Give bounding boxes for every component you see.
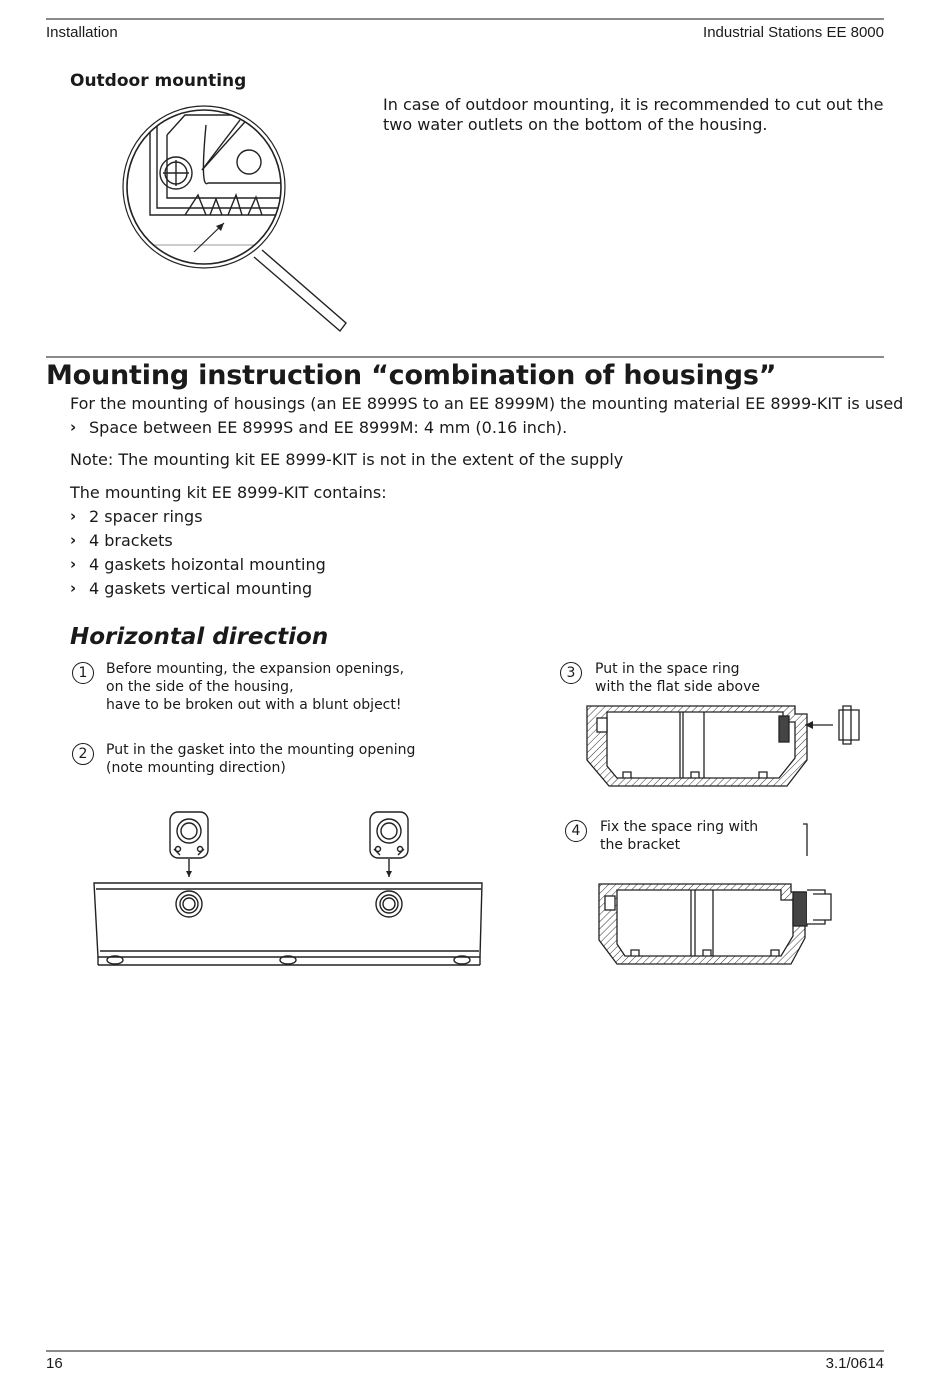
step-line: have to be broken out with a blunt object!	[106, 697, 402, 713]
outdoor-mounting-text	[383, 95, 903, 135]
list-item	[70, 579, 326, 603]
outdoor-mounting-heading: Outdoor mounting	[70, 71, 247, 91]
space-ring-illustration	[583, 700, 873, 795]
kit-item-text: 4 gaskets hoizontal mounting	[89, 555, 326, 574]
step-line: on the side of the housing,	[106, 679, 294, 695]
combination-intro: For the mounting of housings (an EE 8999S to an EE 8999M) the mounting material EE 8999-KIT is used	[70, 394, 904, 413]
kit-item-text: 4 brackets	[89, 531, 173, 550]
header-section-label: Installation	[46, 24, 118, 41]
step-line: Put in the space ring	[595, 661, 740, 677]
step-line: with the flat side above	[595, 679, 760, 695]
space-bullet-text: Space between EE 8999S and EE 8999M: 4 mm (0.16 inch).	[89, 418, 568, 437]
step-3-text	[595, 660, 760, 696]
space-bullet	[70, 418, 567, 442]
combination-heading: Mounting instruction “combination of housings”	[46, 360, 777, 391]
step-line: Before mounting, the expansion openings,	[106, 661, 405, 677]
footer-rule	[46, 1350, 884, 1352]
step-line: (note mounting direction)	[106, 760, 286, 776]
step-number-2: 2	[72, 743, 94, 765]
list-item	[70, 555, 326, 579]
list-item	[70, 507, 326, 531]
housing-gasket-illustration	[90, 805, 490, 975]
magnifier-illustration	[110, 95, 360, 345]
step-line: Put in the gasket into the mounting opening	[106, 742, 416, 758]
document-version: 3.1/0614	[825, 1355, 884, 1372]
kit-contents-intro: The mounting kit EE 8999-KIT contains:	[70, 483, 387, 502]
chevron-right-icon: ›	[70, 418, 77, 436]
step-number-1: 1	[72, 662, 94, 684]
kit-item-text: 2 spacer rings	[89, 507, 203, 526]
chevron-right-icon: ›	[70, 507, 77, 525]
kit-contents-list	[70, 507, 326, 603]
chevron-right-icon: ›	[70, 579, 77, 597]
chevron-right-icon: ›	[70, 555, 77, 573]
supply-note: Note: The mounting kit EE 8999-KIT is not in the extent of the supply	[70, 450, 624, 469]
header-product-title: Industrial Stations EE 8000	[703, 24, 884, 41]
section-rule	[46, 356, 884, 358]
step-line: Fix the space ring with	[600, 819, 759, 835]
horizontal-direction-heading: Horizontal direction	[70, 624, 329, 650]
bracket-illustration	[595, 820, 855, 970]
kit-item-text: 4 gaskets vertical mounting	[89, 579, 313, 598]
outdoor-text-line: In case of outdoor mounting, it is recommended to cut out the	[383, 95, 884, 114]
step-number-3: 3	[560, 662, 582, 684]
header-rule	[46, 18, 884, 20]
page-number: 16	[46, 1355, 63, 1372]
step-1-text	[106, 660, 404, 714]
chevron-right-icon: ›	[70, 531, 77, 549]
list-item	[70, 531, 326, 555]
step-number-4: 4	[565, 820, 587, 842]
step-2-text	[106, 741, 415, 777]
step-line: the bracket	[600, 837, 681, 853]
outdoor-text-line: two water outlets on the bottom of the housing.	[383, 115, 768, 134]
